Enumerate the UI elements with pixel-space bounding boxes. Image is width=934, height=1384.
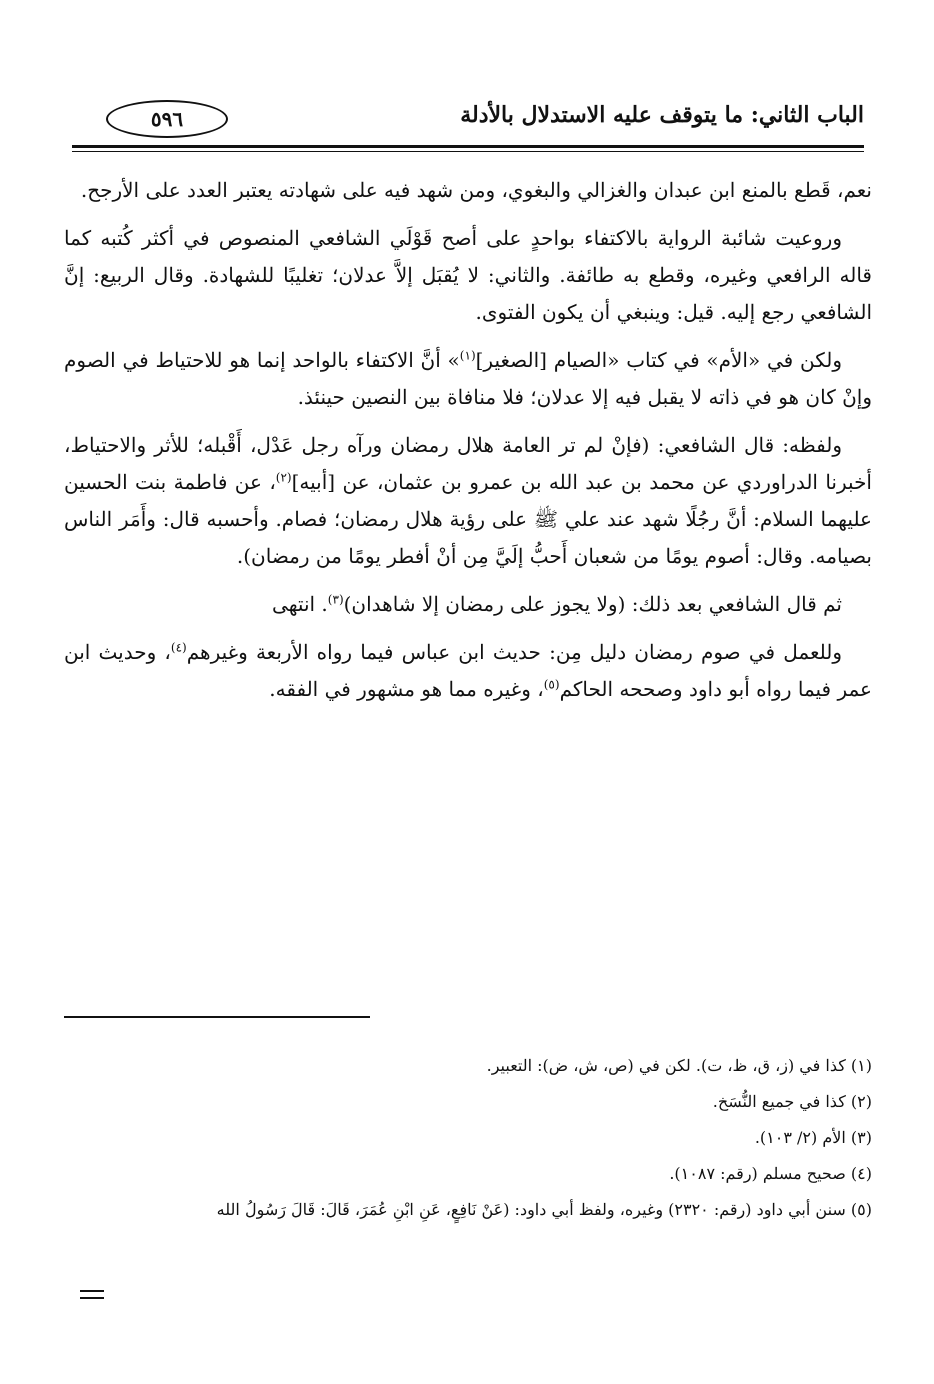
paragraph-4-text-a: ولفظه: قال الشافعي: (فإنْ لم تر العامة هلال رمضان ورآه رجل عَدْل، أَقْبله؛ للأثر والاحتياط، أخبرنا الدراوردي عن محمد بن عبد الله بن عمرو بن عثمان، عن [أبيه] (64, 433, 872, 494)
paragraph-6-text-b: ، وحديث ابن عمر فيما رواه أبو داود وصححه الحاكم (64, 640, 872, 701)
paragraph-6-text-c: ، وغيره مما هو مشهور في الفقه. (269, 677, 544, 701)
continuation-line-bottom (80, 1297, 104, 1299)
footnotes (62, 1048, 872, 1228)
footnote-ref-5: (٥) (543, 677, 560, 692)
header-rule-thin (72, 151, 864, 152)
paragraph-6 (64, 634, 872, 708)
footnote-ref-2: (٢) (275, 470, 292, 485)
footnote-3: (٣) الأم (٢/ ١٠٣). (754, 1128, 872, 1147)
page-header (72, 96, 864, 144)
header-rule (72, 145, 864, 148)
body-text (64, 172, 872, 719)
paragraph-3 (64, 342, 872, 416)
footnote-ref-1: (١) (459, 348, 476, 363)
paragraph-1: نعم، قَطع بالمنع ابن عبدان والغزالي والبغوي، ومن شهد فيه على شهادته يعتبر العدد على الأرجح. (80, 178, 872, 202)
paragraph-3-text-a: ولكن في «الأم» في كتاب «الصيام [الصغير] (475, 348, 842, 372)
paragraph-4 (64, 427, 872, 575)
footnote-ref-4: (٤) (170, 640, 187, 655)
paragraph-5 (64, 586, 872, 623)
footnote-4: (٤) صحيح مسلم (رقم: ١٠٨٧). (669, 1164, 872, 1183)
footnote-ref-3: (٣) (327, 592, 344, 607)
footnote-2: (٢) كذا في جميع النُّسَخ. (712, 1092, 872, 1111)
paragraph-6-text-a: وللعمل في صوم رمضان دليل مِن: حديث ابن عباس فيما رواه الأربعة وغيرهم (186, 640, 842, 664)
footnote-separator (64, 1016, 370, 1018)
continuation-line-top (80, 1290, 104, 1292)
continuation-mark (80, 1290, 104, 1304)
paragraph-5-text-a: ثم قال الشافعي بعد ذلك: (ولا يجوز على رمضان إلا شاهدان) (343, 592, 842, 616)
page-number: ٥٩٦ (106, 100, 228, 138)
paragraph-4-text-b: ، عن فاطمة بنت الحسين عليهما السلام: أنَّ رجُلًا شهد عند علي ﷺ على رؤية هلال رمضان؛ فصام. وأحسبه قال: وأَمَر الناس بصيامه. وقال: أصوم يومًا من شعبان أَحبُّ إلَيَّ مِن أنْ أفطر يومًا من رمضان). (64, 470, 872, 568)
paragraph-5-text-b: . انتهى (272, 592, 328, 616)
paragraph-2: وروعيت شائبة الرواية بالاكتفاء بواحدٍ على أصح قَوْلَي الشافعي المنصوص في أكثر كُتبه كما قاله الرافعي وغيره، وقطع به طائفة. والثاني: لا يُقبَل إلاَّ عدلان؛ تغليبًا للشهادة. وقال الربيع: إنَّ الشافعي رجع إليه. قيل: وينبغي أن يكون الفتوى. (64, 226, 872, 324)
running-title: الباب الثاني: ما يتوقف عليه الاستدلال بالأدلة (460, 102, 864, 128)
footnote-1: (١) كذا في (ز، ق، ظ، ت). لكن في (ص، ش، ض): التعبير. (486, 1056, 872, 1075)
footnote-5: (٥) سنن أبي داود (رقم: ٢٣٢٠) وغيره، ولفظ أبي داود: (عَنْ نَافِعٍ، عَنِ ابْنِ عُمَرَ، قَالَ: قَالَ رَسُولُ الله (216, 1200, 872, 1219)
paragraph-3-text-b: » أنَّ الاكتفاء بالواحد إنما هو للاحتياط في الصوم وإنْ كان هو في ذاته لا يقبل فيه إلا عدلان؛ فلا منافاة بين النصين حينئذ. (64, 348, 872, 409)
